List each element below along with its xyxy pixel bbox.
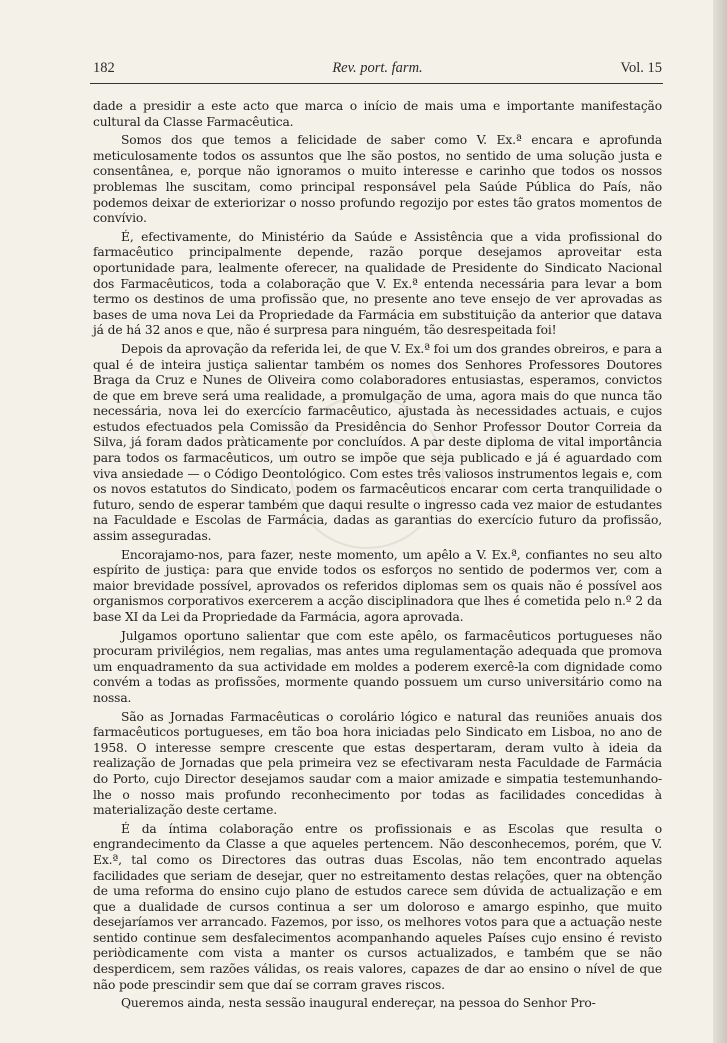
running-header (93, 60, 662, 80)
journal-title: Rev. port. farm. (332, 60, 423, 76)
paragraph: É, efectivamente, do Ministério da Saúde e Assistência que a vida profissional do farmacêutico principalmente depende, razão porque desejamos aproveitar esta oportunidade para, lealmente oferecer, na qualidade de Presidente do Sindicato Nacional dos Farmacêuticos, toda a colaboração que V. Ex.ª entenda necessária para levar a bom termo os destinos de uma profissão que, no presente ano teve ensejo de ver aprovadas as bases de uma nova Lei da Propriedade da Farmácia em substituição da anterior que datava já de há 32 anos e que, não é surpresa para ninguém, tão desrespeitada foi! (93, 229, 662, 338)
paragraph: Somos dos que temos a felicidade de saber como V. Ex.ª encara e aprofunda meticulosamente todos os assuntos que lhe são postos, no sentido de uma solução justa e consentânea, e, porque não ignoramos o muito interesse e carinho que todos os nossos problemas lhe suscitam, como principal responsável pela Saúde Pública do País, não podemos deixar de exteriorizar o nosso profundo regozijo por estes tão gratos momentos de convívio. (93, 133, 662, 226)
paragraph: dade a presidir a este acto que marca o início de mais uma e importante manifestação cultural da Classe Farmacêutica. (93, 99, 662, 129)
paragraph: Queremos ainda, nesta sessão inaugural endereçar, na pessoa do Senhor Pro- (121, 996, 596, 1011)
header-rule (90, 83, 663, 84)
paragraph: Julgamos oportuno salientar que com este apêlo, os farmacêuticos portugueses não procuram privilégios, nem regalias, mas antes uma regulamentação adequada que promova um enquadramento da sua actividade em moldes a poderem exercê-la com dignidade como convém a todas as profissões, mormente quando possuem um curso universitário como na nossa. (93, 628, 662, 705)
page-number: 182 (93, 60, 115, 76)
paragraph: São as Jornadas Farmacêuticas o corolário lógico e natural das reuniões anuais dos farmacêuticos portugueses, em tão boa hora iniciadas pelo Sindicato em Lisboa, no ano de 1958. O interesse sempre crescente que estas despertaram, deram vulto à ideia da realização de Jornadas que pela primeira vez se efectivaram nesta Faculdade de Farmácia do Porto, cujo Director desejamos saudar com a maior amizade e simpatia testemunhando-lhe o nosso mais profundo reconhecimento por todas as facilidades concedidas à materialização deste certame. (93, 709, 662, 818)
volume-label: Vol. 15 (620, 60, 662, 76)
paragraph: É da íntima colaboração entre os profissionais e as Escolas que resulta o engrandecimento da Classe a que aqueles pertencem. Não desconhecemos, porém, que V. Ex.ª, tal como os Directores das outras duas Escolas, não tem encontrado aquelas facilidades que seriam de desejar, quer no estreitamento destas relações, quer na obtenção de uma reforma do ensino cujo plano de estudos carece sem dúvida de actualização e em que a dualidade de cursos continua a ser um doloroso e amargo espinho, que muito desejaríamos ver arrancado. Fazemos, por isso, os melhores votos para que a actuação neste sentido continue sem desfalecimentos acompanhando aqueles Países cujo ensino é revisto periòdicamente com vista a manter os cursos actualizados, e também que se não desperdicem, sem razões válidas, os reais valores, capazes de dar ao ensino o nível de que não pode prescindir sem que daí se corram graves riscos. (93, 821, 662, 992)
page-edge-shadow (713, 0, 727, 1043)
paragraph: Encorajamo-nos, para fazer, neste momento, um apêlo a V. Ex.ª, confiantes no seu alto espírito de justiça: para que envide todos os esforços no sentido de podermos ver, com a maior brevidade possível, aprovados os referidos diplomas sem os quais não é possível aos organismos corporativos exercerem a acção disciplinadora que lhes é cometida pelo n.º 2 da base XI da Lei da Propriedade da Farmácia, agora aprovada. (93, 547, 662, 624)
body-text (93, 99, 662, 1015)
paragraph: Depois da aprovação da referida lei, de que V. Ex.ª foi um dos grandes obreiros, e para a qual é de inteira justiça salientar também os nomes dos Senhores Professores Doutores Braga da Cruz e Nunes de Oliveira como colaboradores entusiastas, esperamos, convictos de que em breve será uma realidade, a promulgação de uma, agora mais do que nunca tão necessária, nova lei do exercício farmacêutico, ajustada às necessidades actuais, e cujos estudos efectuados pela Comissão da Presidência do Senhor Professor Doutor Correia da Silva, já foram dados pràticamente por concluídos. A par deste diploma de vital importância para todos os farmacêuticos, um outro se impõe que seja publicado e já é aguardado com viva ansiedade — o Código Deontológico. Com estes três valiosos instrumentos legais e, com os novos estatutos do Sindicato, podem os farmacêuticos encarar com certa tranquilidade o futuro, sendo de esperar também que daqui resulte o ingresso cada vez maior de estudantes na Faculdade e Escolas de Farmácia, dadas as garantias do exercício futuro da profissão, assim asseguradas. (93, 341, 662, 544)
